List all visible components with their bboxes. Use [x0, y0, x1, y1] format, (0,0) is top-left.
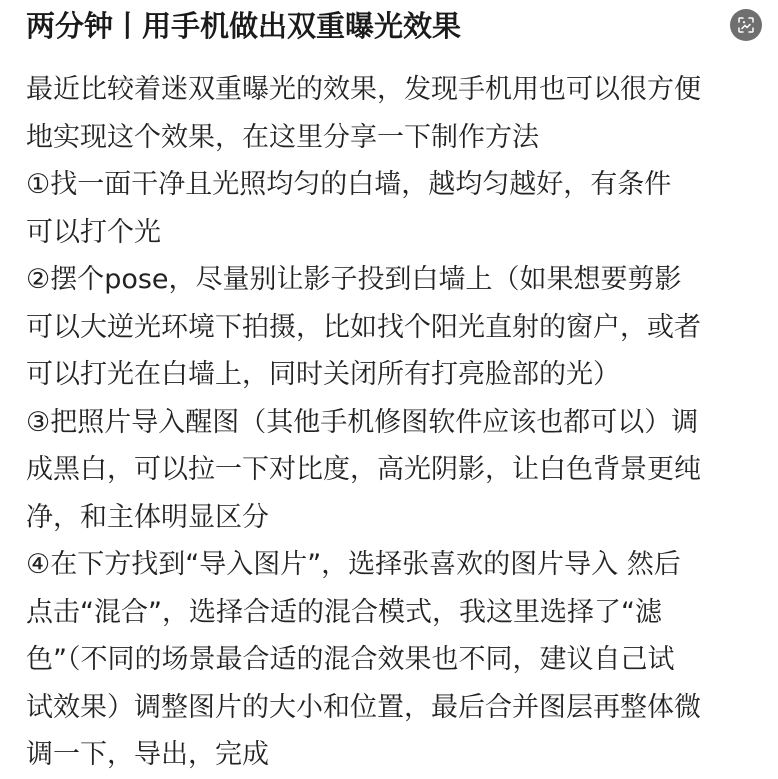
- image-scan-icon: [737, 16, 755, 34]
- body-line: 可以打光在白墙上，同时关闭所有打亮脸部的光）: [26, 359, 620, 390]
- body-line: 色”（不同的场景最合适的混合效果也不同，建议自己试: [26, 644, 675, 675]
- post-content: [26, 6, 766, 779]
- body-line: 点击“混合”，选择合适的混合模式，我这里选择了“滤: [26, 596, 662, 628]
- body-line: 净，和主体明显区分: [26, 501, 269, 533]
- body-line: 地实现这个效果，在这里分享一下制作方法: [26, 121, 539, 153]
- post-title: 两分钟丨用手机做出双重曝光效果: [26, 9, 462, 43]
- image-scan-button[interactable]: [730, 9, 762, 41]
- body-line: ②摆个pose，尽量别让影子投到白墙上（如果想要剪影: [26, 264, 682, 295]
- post-body: [26, 66, 766, 779]
- body-line: 可以大逆光环境下拍摄，比如找个阳光直射的窗户，或者: [26, 311, 701, 343]
- body-line: 调一下，导出，完成: [26, 739, 269, 770]
- body-line: 可以打个光: [26, 216, 161, 248]
- body-line: 试效果）调整图片的大小和位置，最后合并图层再整体微: [26, 691, 701, 723]
- body-line: 成黑白，可以拉一下对比度，高光阴影，让白色背景更纯: [26, 454, 701, 485]
- body-line: ④在下方找到“导入图片”，选择张喜欢的图片导入 然后: [26, 549, 681, 580]
- body-line: ①找一面干净且光照均匀的白墙，越均匀越好，有条件: [26, 169, 672, 200]
- body-line: 最近比较着迷双重曝光的效果，发现手机用也可以很方便: [26, 74, 701, 105]
- body-line: ③把照片导入醒图（其他手机修图软件应该也都可以）调: [26, 406, 699, 438]
